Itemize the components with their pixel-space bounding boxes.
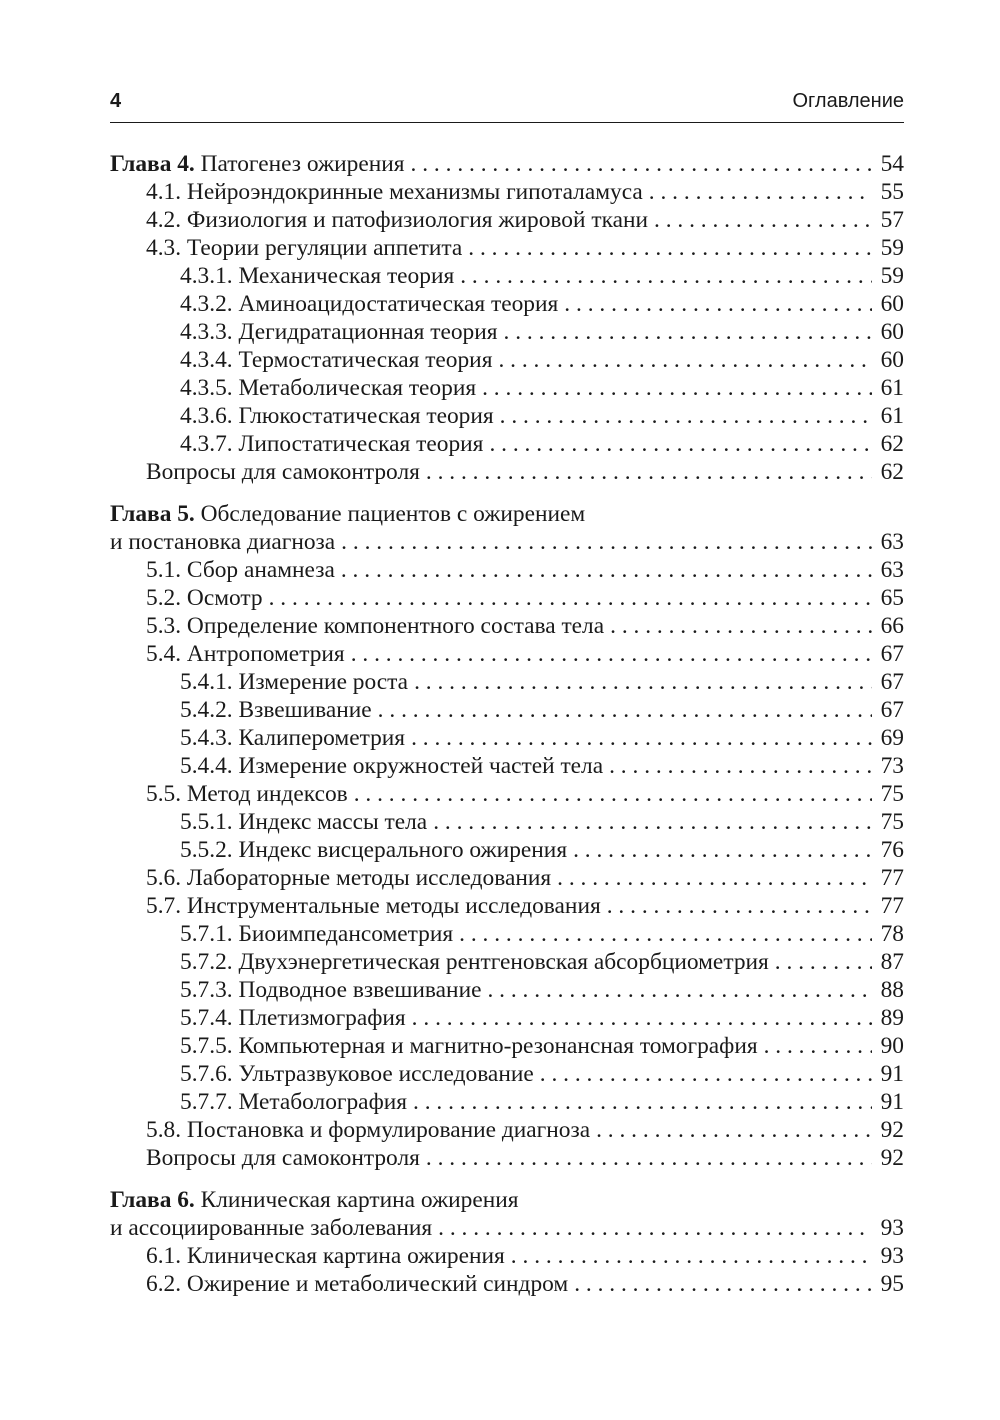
toc-entry-page: 59 bbox=[880, 235, 904, 261]
leader-dots bbox=[596, 1116, 872, 1144]
toc-entry-title: 5.7.7. Метаболография bbox=[180, 1089, 407, 1115]
toc-entry[interactable] bbox=[110, 1060, 904, 1088]
toc-entry-title: 5.4.2. Взвешивание bbox=[180, 697, 372, 723]
leader-dots bbox=[341, 528, 872, 556]
leader-dots bbox=[489, 430, 872, 458]
toc-entry-title: 4.2. Физиология и патофизиология жировой ткани bbox=[146, 207, 648, 233]
toc-entry-page: 93 bbox=[880, 1243, 904, 1269]
toc-entry-page: 60 bbox=[880, 291, 904, 317]
toc-entry-title: 4.1. Нейроэндокринные механизмы гипоталамуса bbox=[146, 179, 643, 205]
toc-entry[interactable] bbox=[110, 318, 904, 346]
toc-entry-page: 77 bbox=[880, 893, 904, 919]
toc-entry[interactable] bbox=[110, 920, 904, 948]
toc-entry-self-check[interactable] bbox=[110, 1144, 904, 1172]
toc-entry[interactable] bbox=[110, 402, 904, 430]
toc-entry-page: 55 bbox=[880, 179, 904, 205]
toc-entry-page: 88 bbox=[880, 977, 904, 1003]
chapter-6-title-line2: и ассоциированные заболевания bbox=[110, 1215, 433, 1241]
toc-entry-title: 5.5. Метод индексов bbox=[146, 781, 348, 807]
toc-entry-title: 5.7. Инструментальные методы исследования bbox=[146, 893, 601, 919]
toc-entry-title: 5.7.3. Подводное взвешивание bbox=[180, 977, 482, 1003]
chapter-6 bbox=[110, 1186, 904, 1298]
toc-entry-title: 4.3. Теории регуляции аппетита bbox=[146, 235, 463, 261]
leader-dots bbox=[412, 1004, 872, 1032]
leader-dots bbox=[564, 290, 872, 318]
toc-entry-page: 61 bbox=[880, 403, 904, 429]
toc-entry-title: 5.8. Постановка и формулирование диагноза bbox=[146, 1117, 591, 1143]
toc-entry[interactable] bbox=[110, 892, 904, 920]
toc-entry-page: 75 bbox=[880, 781, 904, 807]
leader-dots bbox=[341, 556, 872, 584]
toc-entry[interactable] bbox=[110, 430, 904, 458]
toc-entry[interactable] bbox=[110, 1242, 904, 1270]
leader-dots bbox=[438, 1214, 872, 1242]
leader-dots bbox=[269, 584, 872, 612]
toc-entry-title: 5.4. Антропометрия bbox=[146, 641, 345, 667]
chapter-4-page: 54 bbox=[880, 151, 904, 177]
toc-entry-title: 5.7.1. Биоимпедансометрия bbox=[180, 921, 454, 947]
toc-entry-title: 5.4.1. Измерение роста bbox=[180, 669, 409, 695]
toc-entry-title: 6.2. Ожирение и метаболический синдром bbox=[146, 1271, 569, 1297]
toc-entry-title: 5.7.2. Двухэнергетическая рентгеновская абсорбциометрия bbox=[180, 949, 769, 975]
toc-entry-page: 92 bbox=[880, 1117, 904, 1143]
leader-dots bbox=[460, 262, 872, 290]
toc-entry-title: 5.3. Определение компонентного состава тела bbox=[146, 613, 605, 639]
leader-dots bbox=[426, 458, 872, 486]
toc-entry[interactable] bbox=[110, 696, 904, 724]
chapter-4-title: Патогенез ожирения bbox=[200, 151, 405, 177]
toc-entry[interactable] bbox=[110, 808, 904, 836]
leader-dots bbox=[573, 836, 872, 864]
toc-entry-page: 75 bbox=[880, 809, 904, 835]
toc-entry[interactable] bbox=[110, 724, 904, 752]
toc-entry[interactable] bbox=[110, 668, 904, 696]
toc-entry-page: 62 bbox=[880, 431, 904, 457]
toc-entry[interactable] bbox=[110, 1116, 904, 1144]
leader-dots bbox=[433, 808, 872, 836]
toc-entry[interactable] bbox=[110, 836, 904, 864]
toc-entry[interactable] bbox=[110, 584, 904, 612]
toc-entry-title: 5.7.5. Компьютерная и магнитно-резонансная томография bbox=[180, 1033, 758, 1059]
toc-entry[interactable] bbox=[110, 976, 904, 1004]
toc-entry-title: 5.6. Лабораторные методы исследования bbox=[146, 865, 552, 891]
leader-dots bbox=[609, 752, 872, 780]
toc-entry-page: 90 bbox=[880, 1033, 904, 1059]
leader-dots bbox=[511, 1242, 872, 1270]
leader-dots bbox=[351, 640, 872, 668]
toc-entry-page: 91 bbox=[880, 1089, 904, 1115]
chapter-6-title-line1: Клиническая картина ожирения bbox=[200, 1187, 519, 1213]
chapter-4-heading[interactable] bbox=[110, 150, 904, 178]
toc-entry[interactable] bbox=[110, 556, 904, 584]
toc-entry-page: 95 bbox=[880, 1271, 904, 1297]
toc-entry-title: 5.7.6. Ультразвуковое исследование bbox=[180, 1061, 534, 1087]
toc-entry-page: 62 bbox=[880, 459, 904, 485]
toc-entry[interactable] bbox=[110, 234, 904, 262]
toc-entry[interactable] bbox=[110, 178, 904, 206]
toc-entry[interactable] bbox=[110, 1032, 904, 1060]
chapter-6-heading-line2[interactable] bbox=[110, 1214, 904, 1242]
leader-dots bbox=[414, 668, 872, 696]
leader-dots bbox=[764, 1032, 872, 1060]
toc-entry-title: 6.1. Клиническая картина ожирения bbox=[146, 1243, 505, 1269]
leader-dots bbox=[411, 724, 872, 752]
toc-entry[interactable] bbox=[110, 752, 904, 780]
toc-entry-page: 67 bbox=[880, 669, 904, 695]
toc-entry-title: 5.2. Осмотр bbox=[146, 585, 263, 611]
toc-entry-page: 89 bbox=[880, 1005, 904, 1031]
leader-dots bbox=[557, 864, 872, 892]
toc-entry-title: 4.3.7. Липостатическая теория bbox=[180, 431, 484, 457]
toc-entry-title: 5.5.2. Индекс висцерального ожирения bbox=[180, 837, 568, 863]
leader-dots bbox=[482, 374, 872, 402]
page-number: 4 bbox=[110, 90, 122, 112]
toc-entry-title: 4.3.4. Термостатическая теория bbox=[180, 347, 493, 373]
toc-entry-title: Вопросы для самоконтроля bbox=[146, 1145, 420, 1171]
chapter-6-label: Глава 6. bbox=[110, 1187, 195, 1213]
toc-entry-page: 91 bbox=[880, 1061, 904, 1087]
toc-entry-title: 5.7.4. Плетизмография bbox=[180, 1005, 406, 1031]
chapter-5-page: 63 bbox=[880, 529, 904, 555]
toc-entry-title: 4.3.6. Глюкостатическая теория bbox=[180, 403, 494, 429]
toc-entry-page: 92 bbox=[880, 1145, 904, 1171]
toc-entry-page: 60 bbox=[880, 319, 904, 345]
leader-dots bbox=[607, 892, 872, 920]
toc-entry[interactable] bbox=[110, 864, 904, 892]
toc-entry-page: 63 bbox=[880, 557, 904, 583]
leader-dots bbox=[498, 346, 872, 374]
leader-dots bbox=[459, 920, 872, 948]
toc-entry-page: 67 bbox=[880, 697, 904, 723]
leader-dots bbox=[468, 234, 872, 262]
toc-entry[interactable] bbox=[110, 1004, 904, 1032]
chapter-5-heading-line1[interactable] bbox=[110, 500, 904, 528]
leader-dots bbox=[413, 1088, 872, 1116]
leader-dots bbox=[411, 150, 872, 178]
toc-entry-title: 4.3.2. Аминоацидостатическая теория bbox=[180, 291, 559, 317]
toc-entry-title: 5.4.4. Измерение окружностей частей тела bbox=[180, 753, 604, 779]
chapter-4-label: Глава 4. bbox=[110, 151, 195, 177]
leader-dots bbox=[426, 1144, 872, 1172]
toc-entry[interactable] bbox=[110, 374, 904, 402]
toc-entry[interactable] bbox=[110, 640, 904, 668]
leader-dots bbox=[610, 612, 872, 640]
leader-dots bbox=[540, 1060, 872, 1088]
toc-entry-title: 5.4.3. Калиперометрия bbox=[180, 725, 406, 751]
leader-dots bbox=[487, 976, 872, 1004]
leader-dots bbox=[354, 780, 872, 808]
leader-dots bbox=[378, 696, 872, 724]
chapter-6-heading-line1[interactable] bbox=[110, 1186, 904, 1214]
toc-entry[interactable] bbox=[110, 612, 904, 640]
leader-dots bbox=[574, 1270, 872, 1298]
toc-entry-self-check[interactable] bbox=[110, 458, 904, 486]
toc-entry-title: 4.3.1. Механическая теория bbox=[180, 263, 455, 289]
toc-entry-page: 65 bbox=[880, 585, 904, 611]
toc-entry[interactable] bbox=[110, 346, 904, 374]
chapter-5-heading-line2[interactable] bbox=[110, 528, 904, 556]
chapter-5-title-line1: Обследование пациентов с ожирением bbox=[200, 501, 586, 527]
table-of-contents bbox=[110, 150, 904, 1298]
toc-entry-page: 69 bbox=[880, 725, 904, 751]
toc-entry-page: 66 bbox=[880, 613, 904, 639]
toc-entry[interactable] bbox=[110, 262, 904, 290]
chapter-5-title-line2: и постановка диагноза bbox=[110, 529, 336, 555]
leader-dots bbox=[654, 206, 872, 234]
toc-entry-title: Вопросы для самоконтроля bbox=[146, 459, 420, 485]
toc-entry-page: 60 bbox=[880, 347, 904, 373]
toc-entry[interactable] bbox=[110, 1088, 904, 1116]
chapter-5-label: Глава 5. bbox=[110, 501, 195, 527]
leader-dots bbox=[649, 178, 872, 206]
leader-dots bbox=[500, 402, 872, 430]
toc-entry-title: 4.3.5. Метаболическая теория bbox=[180, 375, 477, 401]
running-title: Оглавление bbox=[792, 90, 904, 112]
toc-entry-title: 5.5.1. Индекс массы тела bbox=[180, 809, 428, 835]
toc-entry[interactable] bbox=[110, 948, 904, 976]
toc-entry-page: 76 bbox=[880, 837, 904, 863]
toc-entry-page: 67 bbox=[880, 641, 904, 667]
leader-dots bbox=[504, 318, 873, 346]
chapter-4 bbox=[110, 150, 904, 486]
toc-entry-page: 73 bbox=[880, 753, 904, 779]
toc-entry-page: 77 bbox=[880, 865, 904, 891]
toc-entry[interactable] bbox=[110, 206, 904, 234]
toc-entry-page: 59 bbox=[880, 263, 904, 289]
chapter-6-page: 93 bbox=[880, 1215, 904, 1241]
toc-entry[interactable] bbox=[110, 780, 904, 808]
toc-entry-title: 5.1. Сбор анамнеза bbox=[146, 557, 335, 583]
toc-entry[interactable] bbox=[110, 1270, 904, 1298]
toc-entry-page: 61 bbox=[880, 375, 904, 401]
page-header bbox=[110, 88, 904, 123]
toc-entry-title: 4.3.3. Дегидратационная теория bbox=[180, 319, 498, 345]
toc-entry-page: 57 bbox=[880, 207, 904, 233]
chapter-5 bbox=[110, 500, 904, 1172]
toc-entry[interactable] bbox=[110, 290, 904, 318]
toc-entry-page: 78 bbox=[880, 921, 904, 947]
toc-entry-page: 87 bbox=[880, 949, 904, 975]
leader-dots bbox=[775, 948, 872, 976]
